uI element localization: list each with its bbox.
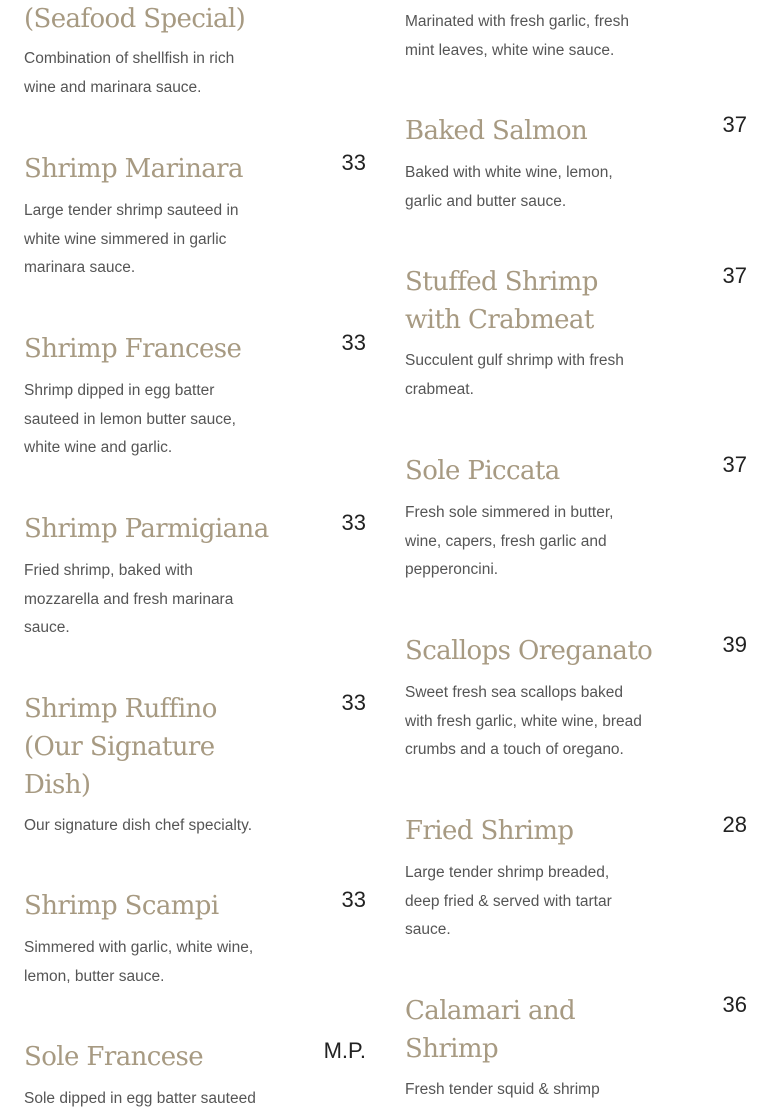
- item-name: Shrimp Francese: [24, 334, 242, 364]
- item-price: 33: [341, 330, 366, 355]
- item-description: Fresh sole simmered in butter, wine, capers, fresh garlic and pepperoncini.: [405, 504, 614, 578]
- item-description: Large tender shrimp sauteed in white wine simmered in garlic marinara sauce.: [24, 202, 239, 276]
- item-price: 33: [341, 690, 366, 715]
- item-price: 37: [722, 452, 747, 477]
- item-description: Sweet fresh sea scallops baked with fresh garlic, white wine, bread crumbs and a touch of oregano.: [405, 684, 642, 758]
- item-price: 33: [341, 887, 366, 912]
- item-description: Fried shrimp, baked with mozzarella and fresh marinara sauce.: [24, 562, 234, 636]
- item-price: M.P.: [323, 1038, 366, 1063]
- item-description: Shrimp dipped in egg batter sauteed in lemon butter sauce, white wine and garlic.: [24, 382, 236, 456]
- item-description: Fresh tender squid & shrimp: [405, 1081, 600, 1098]
- item-price: 33: [341, 510, 366, 535]
- item-name: Baked Salmon: [405, 116, 588, 146]
- item-name: Scallops Oreganato: [405, 636, 653, 666]
- item-name: Shrimp Parmigiana: [24, 514, 269, 544]
- item-price: 28: [722, 812, 747, 837]
- item-description: Our signature dish chef specialty.: [24, 817, 253, 834]
- item-description: Succulent gulf shrimp with fresh crabmeat.: [405, 352, 624, 398]
- item-name: Calamari and Shrimp: [405, 996, 576, 1064]
- item-name: Sole Francese: [24, 1042, 204, 1072]
- item-name: Sole Piccata: [405, 456, 560, 486]
- item-price: 36: [722, 992, 747, 1017]
- item-description: Baked with white wine, lemon, garlic and butter sauce.: [405, 164, 613, 210]
- item-name: Shrimp Ruffino (Our Signature Dish): [24, 694, 217, 800]
- item-price: 37: [722, 263, 747, 288]
- item-price: 33: [341, 150, 366, 175]
- item-description: Combination of shellfish in rich wine and marinara sauce.: [24, 50, 235, 96]
- item-price: 39: [722, 632, 747, 657]
- item-name: Shrimp Scampi: [24, 891, 219, 921]
- item-description: Simmered with garlic, white wine, lemon, butter sauce.: [24, 939, 254, 985]
- item-description: Marinated with fresh garlic, fresh mint leaves, white wine sauce.: [405, 13, 629, 59]
- item-name: Fried Shrimp: [405, 816, 574, 846]
- item-name: (Seafood Special): [24, 4, 246, 34]
- item-name: Stuffed Shrimp with Crabmeat: [405, 267, 598, 335]
- item-description: Large tender shrimp breaded, deep fried & served with tartar sauce.: [405, 864, 612, 938]
- item-description: Sole dipped in egg batter sauteed: [24, 1090, 256, 1107]
- item-name: Shrimp Marinara: [24, 154, 243, 184]
- item-price: 37: [722, 112, 747, 137]
